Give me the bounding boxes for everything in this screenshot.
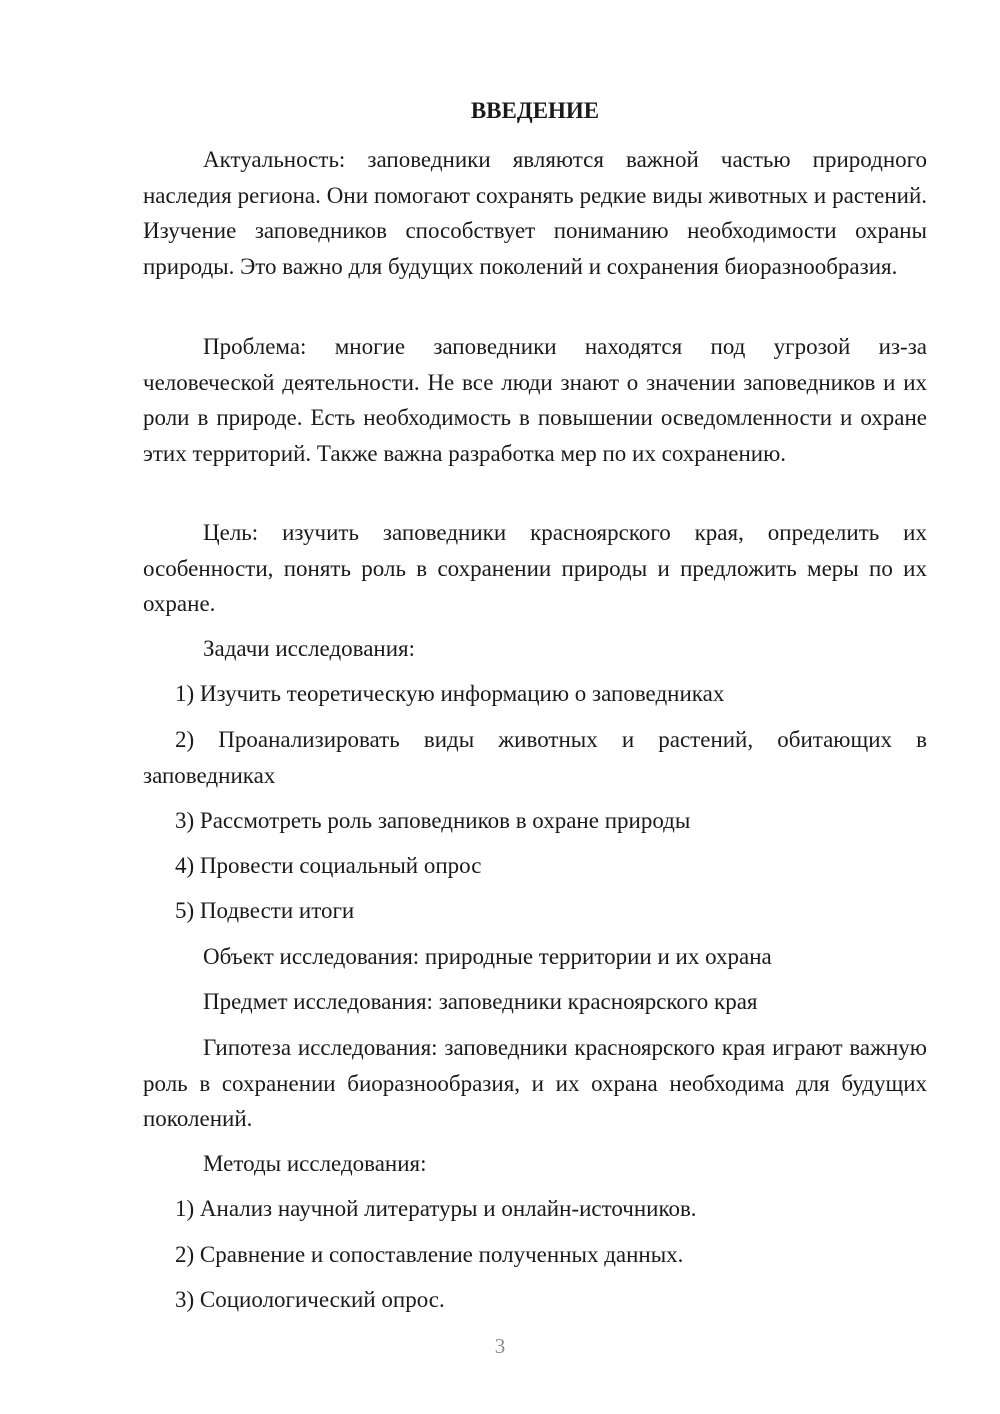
- tasks-heading: Задачи исследования:: [203, 636, 416, 661]
- hypothesis-paragraph: Гипотеза исследования: заповедники красноярского края играют важную роль в сохранении биоразнообразия, и их охрана необходима для будущих поколений.: [143, 1035, 927, 1131]
- page-number: 3: [494, 1334, 506, 1358]
- goal-paragraph: Цель: изучить заповедники красноярского края, определить их особенности, понять роль в сохранении природы и предложить меры по их охране.: [143, 520, 927, 616]
- method-item-2: 2) Сравнение и сопоставление полученных данных.: [175, 1242, 684, 1267]
- research-subject: Предмет исследования: заповедники красноярского края: [203, 989, 758, 1014]
- method-item-1: 1) Анализ научной литературы и онлайн-источников.: [175, 1196, 697, 1221]
- task-item-4: 4) Провести социальный опрос: [175, 853, 482, 878]
- task-item-3: 3) Рассмотреть роль заповедников в охране природы: [175, 808, 691, 833]
- relevance-paragraph: Актуальность: заповедники являются важной частью природного наследия региона. Они помогают сохранять редкие виды животных и растений. Изучение заповедников способствует пониманию необходимости охраны природы. Это важно для будущих поколений и сохранения биоразнообразия.: [143, 147, 927, 279]
- section-title: ВВЕДЕНИЕ: [470, 98, 600, 123]
- problem-paragraph: Проблема: многие заповедники находятся под угрозой из-за человеческой деятельности. Не все люди знают о значении заповедников и их роли в природе. Есть необходимость в повышении осведомленности и охране этих территорий. Также важна разработка мер по их сохранению.: [143, 334, 927, 466]
- task-item-1: 1) Изучить теоретическую информацию о заповедниках: [175, 681, 725, 706]
- methods-heading: Методы исследования:: [203, 1151, 427, 1176]
- method-item-3: 3) Социологический опрос.: [175, 1287, 445, 1312]
- task-item-2: 2) Проанализировать виды животных и растений, обитающих в заповедниках: [143, 727, 927, 788]
- research-object: Объект исследования: природные территории и их охрана: [203, 944, 772, 969]
- task-item-5: 5) Подвести итоги: [175, 898, 355, 923]
